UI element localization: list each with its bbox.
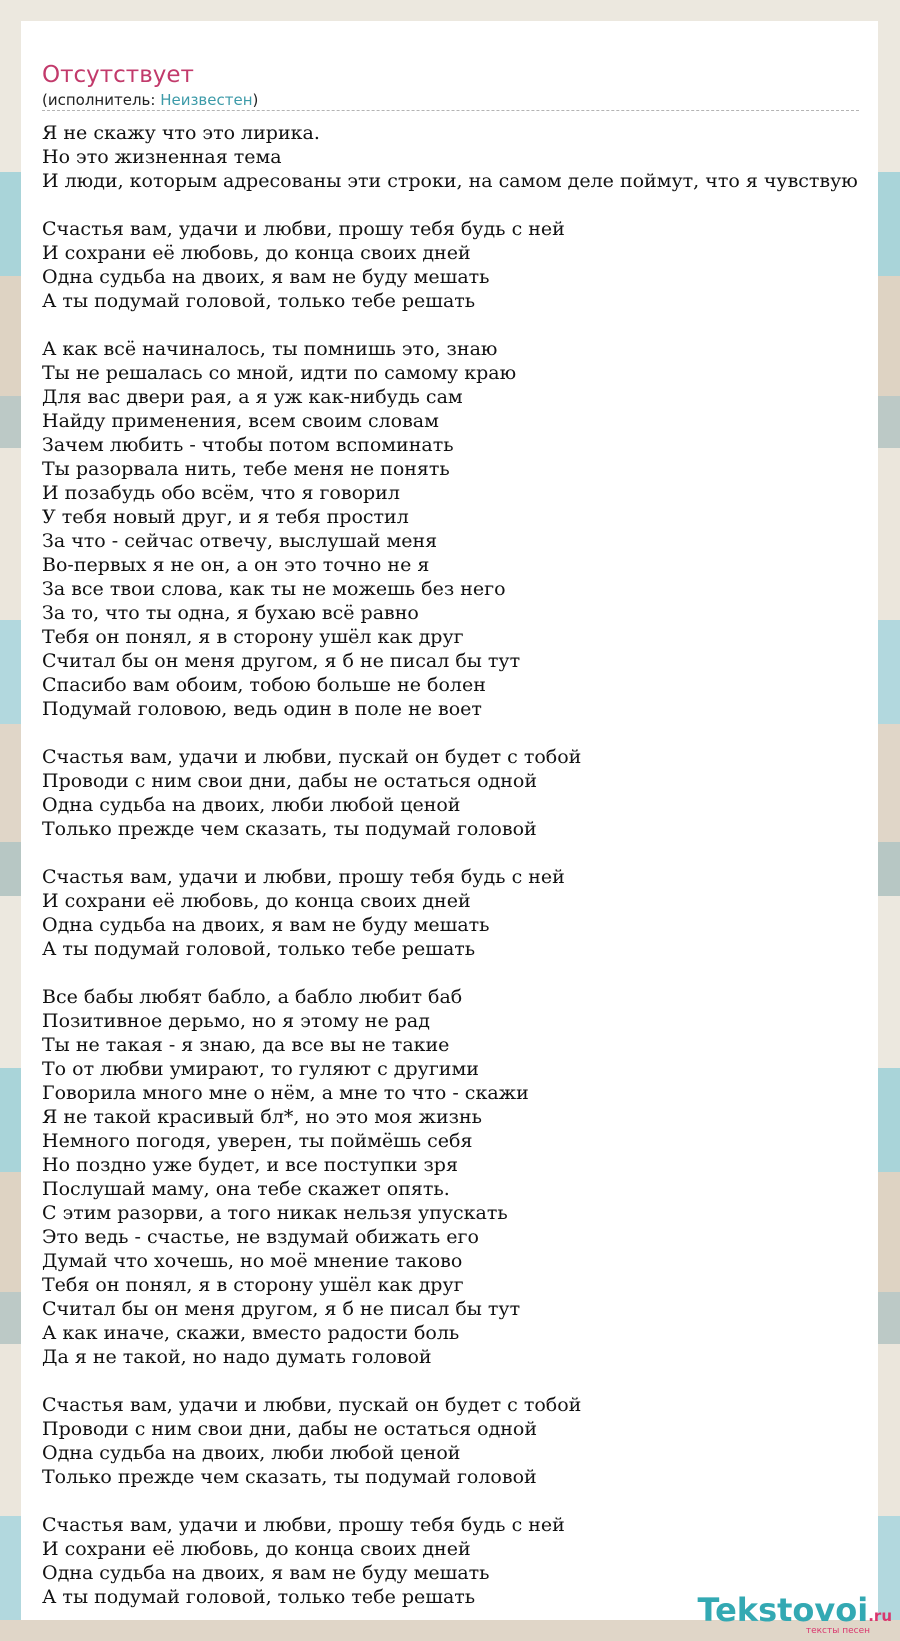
- lyric-line: Одна судьба на двоих, люби любой ценой: [42, 1442, 461, 1464]
- lyric-line: Счастья вам, удачи и любви, прошу тебя будь с ней: [42, 1514, 565, 1536]
- lyric-line: Все бабы любят бабло, а бабло любит баб: [42, 986, 463, 1008]
- logo-tagline: тексты песен: [805, 1626, 870, 1636]
- artist-suffix: ): [252, 91, 259, 109]
- lyric-line: Думай что хочешь, но моё мнение таково: [42, 1250, 463, 1272]
- lyric-line: Найду применения, всем своим словам: [42, 410, 439, 432]
- lyric-line: У тебя новый друг, и я тебя простил: [42, 506, 409, 528]
- lyrics-stanza: [42, 217, 858, 313]
- lyric-line: Считал бы он меня другом, я б не писал бы тут: [42, 1298, 521, 1320]
- lyric-line: И люди, которым адресованы эти строки, на самом деле поймут, что я чувствую: [42, 170, 858, 192]
- lyric-line: Проводи с ним свои дни, дабы не остаться одной: [42, 1418, 538, 1440]
- logo-domain-suffix: .ru: [868, 1607, 892, 1625]
- lyrics-stanza: [42, 745, 858, 841]
- lyric-line: За все твои слова, как ты не можешь без него: [42, 578, 506, 600]
- lyric-line: Спасибо вам обоим, тобою больше не болен: [42, 674, 486, 696]
- lyric-line: Счастья вам, удачи и любви, прошу тебя будь с ней: [42, 218, 565, 240]
- lyric-line: Послушай маму, она тебе скажет опять.: [42, 1178, 450, 1200]
- lyric-line: Проводи с ним свои дни, дабы не остаться одной: [42, 770, 538, 792]
- lyric-line: Тебя он понял, я в сторону ушёл как друг: [42, 1274, 464, 1296]
- lyric-line: А ты подумай головой, только тебе решать: [42, 938, 476, 960]
- lyric-line: И сохрани её любовь, до конца своих дней: [42, 242, 471, 264]
- lyric-line: Ты не такая - я знаю, да все вы не такие: [42, 1034, 450, 1056]
- lyric-line: Одна судьба на двоих, люби любой ценой: [42, 794, 461, 816]
- lyric-line: Но это жизненная тема: [42, 146, 282, 168]
- lyric-line: Ты не решалась со мной, идти по самому краю: [42, 362, 517, 384]
- song-title: Отсутствует: [42, 62, 194, 88]
- lyric-line: А ты подумай головой, только тебе решать: [42, 290, 476, 312]
- lyric-line: Одна судьба на двоих, я вам не буду мешать: [42, 266, 490, 288]
- artist-line: [42, 91, 258, 109]
- lyrics-stanza: [42, 337, 858, 721]
- lyric-line: И позабудь обо всём, что я говорил: [42, 482, 400, 504]
- lyric-line: Счастья вам, удачи и любви, пускай он будет с тобой: [42, 746, 582, 768]
- lyric-line: А ты подумай головой, только тебе решать: [42, 1586, 476, 1608]
- lyric-line: Я не скажу что это лирика.: [42, 122, 320, 144]
- artist-prefix: (исполнитель:: [42, 91, 161, 109]
- lyrics-stanza: [42, 121, 858, 193]
- logo-wordmark: Tekstovoi: [697, 1591, 869, 1629]
- lyric-line: Во-первых я не он, а он это точно не я: [42, 554, 430, 576]
- lyric-line: Одна судьба на двоих, я вам не буду мешать: [42, 1562, 490, 1584]
- song-header: [42, 41, 859, 111]
- artist-link[interactable]: Неизвестен: [160, 91, 253, 109]
- lyric-line: И сохрани её любовь, до конца своих дней: [42, 890, 471, 912]
- lyrics-stanza: [42, 1393, 858, 1489]
- lyric-line: Это ведь - счастье, не вздумай обижать его: [42, 1226, 479, 1248]
- lyric-line: Подумай головою, ведь один в поле не воет: [42, 698, 482, 720]
- lyric-line: Счастья вам, удачи и любви, прошу тебя будь с ней: [42, 866, 565, 888]
- lyric-line: Считал бы он меня другом, я б не писал бы тут: [42, 650, 521, 672]
- lyric-line: Позитивное дерьмо, но я этому не рад: [42, 1010, 430, 1032]
- lyric-line: С этим разорви, а того никак нельзя упускать: [42, 1202, 508, 1224]
- lyric-line: А как всё начиналось, ты помнишь это, знаю: [42, 338, 498, 360]
- lyric-line: Зачем любить - чтобы потом вспоминать: [42, 434, 454, 456]
- lyric-line: Одна судьба на двоих, я вам не буду мешать: [42, 914, 490, 936]
- lyric-line: Для вас двери рая, а я уж как-нибудь сам: [42, 386, 463, 408]
- lyric-line: А как иначе, скажи, вместо радости боль: [42, 1322, 460, 1344]
- lyric-line: Да я не такой, но надо думать головой: [42, 1346, 432, 1368]
- lyric-line: Только прежде чем сказать, ты подумай головой: [42, 818, 537, 840]
- site-logo[interactable]: [697, 1591, 892, 1636]
- lyric-line: Я не такой красивый бл*, но это моя жизнь: [42, 1106, 482, 1128]
- lyrics-stanza: [42, 985, 858, 1369]
- lyric-line: Немного погодя, уверен, ты поймёшь себя: [42, 1130, 473, 1152]
- lyrics-panel: [21, 21, 878, 1620]
- lyric-line: Тебя он понял, я в сторону ушёл как друг: [42, 626, 464, 648]
- lyric-line: За то, что ты одна, я бухаю всё равно: [42, 602, 419, 624]
- lyric-line: Ты разорвала нить, тебе меня не понять: [42, 458, 450, 480]
- lyric-line: То от любви умирают, то гуляют с другими: [42, 1058, 479, 1080]
- lyrics-text: [42, 121, 858, 1620]
- lyric-line: За что - сейчас отвечу, выслушай меня: [42, 530, 438, 552]
- lyrics-stanza: [42, 865, 858, 961]
- lyric-line: И сохрани её любовь, до конца своих дней: [42, 1538, 471, 1560]
- lyric-line: Только прежде чем сказать, ты подумай головой: [42, 1466, 537, 1488]
- lyric-line: Счастья вам, удачи и любви, пускай он будет с тобой: [42, 1394, 582, 1416]
- lyric-line: Говорила много мне о нём, а мне то что - скажи: [42, 1082, 529, 1104]
- lyric-line: Но поздно уже будет, и все поступки зря: [42, 1154, 458, 1176]
